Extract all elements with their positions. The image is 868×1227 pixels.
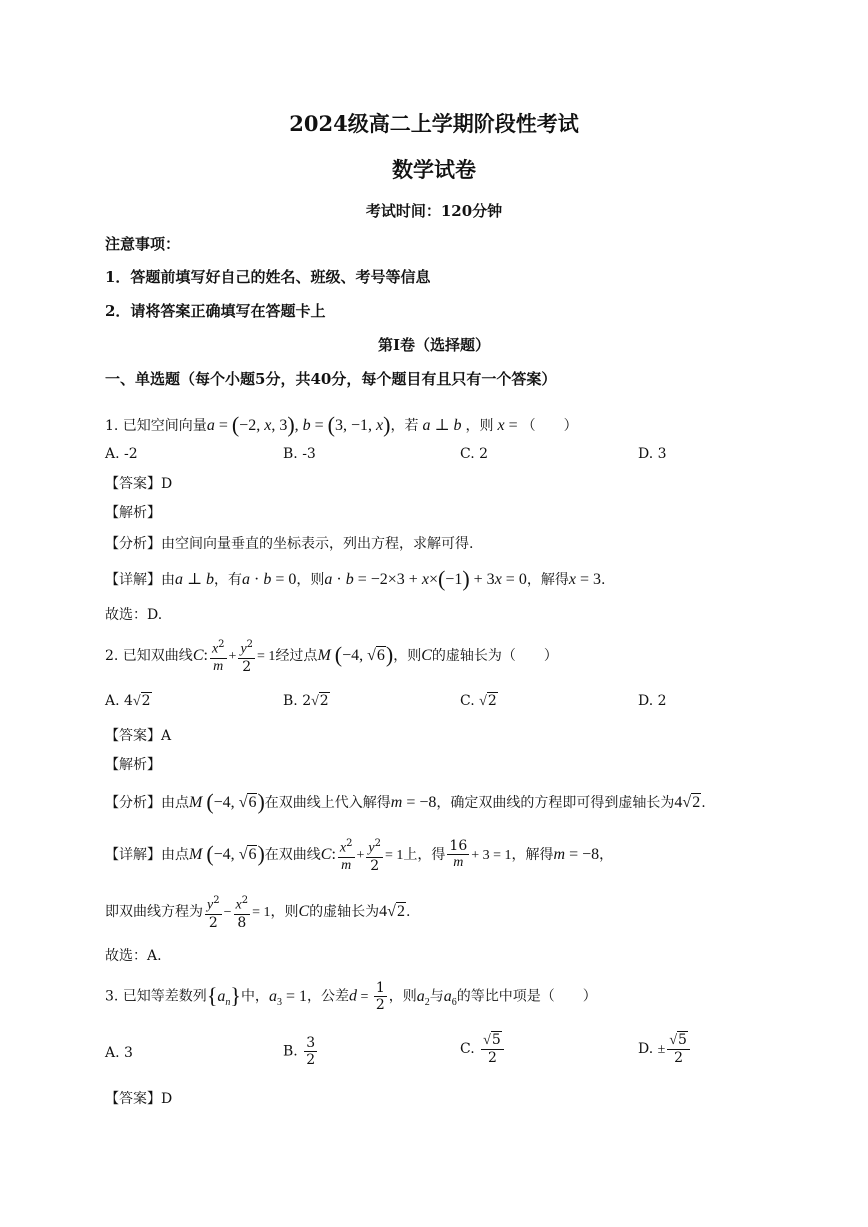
question-3-option-b: B. $\frac{3}{2}$ — [283, 1035, 316, 1068]
question-2-option-c: C. √2 — [460, 693, 497, 709]
question-3-option-d: D. ± $\frac{√5}{2}$ — [638, 1032, 692, 1066]
question-2-answer: 【答案】A — [105, 728, 172, 744]
question-3-stem: 3. 已知等差数列$\{a_n\}$中，$a_3 = 1$，公差d = $\frac{1}{2}$ ，则$a_2$与$a_6$的等比中项是（ ） — [105, 980, 597, 1013]
question-2-option-d: D. 2 — [638, 693, 667, 709]
question-1-answer: 【答案】D — [105, 476, 173, 492]
question-1-analysis: 【解析】 — [105, 505, 161, 521]
question-3-option-c: C. $\frac{√5}{2}$ — [460, 1032, 506, 1066]
question-2-conclusion: 故选：A. — [105, 948, 162, 964]
question-2-equation: 即双曲线方程为 $\frac{y^2}{2}$ − $\frac{x^2}{8}$ = 1，则C的虚轴长为4√2. — [105, 895, 411, 931]
question-3-option-a: A. 3 — [105, 1045, 133, 1061]
question-3-answer: 【答案】D — [105, 1091, 173, 1107]
exam-subject: 数学试卷 — [392, 157, 476, 182]
question-2-fenxi: 【分析】由点M (−4, √6)在双曲线上代入解得m = −8，确定双曲线的方程即可得到虚轴长为4√2. — [105, 789, 706, 814]
note-item-1: 1．答题前填写好自己的姓名、班级、考号等信息 — [105, 268, 431, 286]
question-2-detail: 【详解】由点M (−4, √6)在双曲线C: $\frac{x^2}{m}$ + $\frac{y^2}{2}$ = 1上，得 $\frac{16}{m}$ + 3 = 1，解得m = −8， — [105, 838, 614, 874]
question-1-option-a: A. -2 — [105, 446, 138, 462]
question-1-stem: 1. 已知空间向量a = (−2, x, 3), b = (3, −1, x)，若 a ⊥ b ，则 x = （ ） — [105, 412, 578, 437]
section-title: 一、单选题（每个小题5分，共40分，每个题目有且只有一个答案） — [105, 370, 557, 388]
question-2-stem: 2. 已知双曲线C: $\frac{x^2}{m}$ + $\frac{y^2}{2}$ = 1经过点M (−4, √6)，则C的虚轴长为（ ） — [105, 639, 558, 675]
question-2-analysis: 【解析】 — [105, 757, 161, 773]
exam-title: 2024级高二上学期阶段性考试 — [289, 111, 579, 136]
question-2-option-b: B. 2√2 — [283, 693, 329, 709]
exam-time: 考试时间：120分钟 — [365, 202, 503, 220]
note-item-2: 2．请将答案正确填写在答题卡上 — [105, 302, 326, 320]
question-1-option-b: B. -3 — [283, 446, 316, 462]
question-1-option-d: D. 3 — [638, 446, 667, 462]
question-1-option-c: C. 2 — [460, 446, 489, 462]
question-1-detail: 【详解】由a ⊥ b，有a · b = 0，则a · b = −2×3 + x×(−1) + 3x = 0，解得x = 3. — [105, 566, 606, 591]
question-1-fenxi: 【分析】由空间向量垂直的坐标表示，列出方程，求解可得. — [105, 536, 474, 552]
question-1-conclusion: 故选：D. — [105, 607, 163, 623]
notes-heading: 注意事项： — [105, 235, 181, 253]
part-title: 第Ⅰ卷（选择题） — [377, 336, 491, 354]
question-2-option-a: A. 4√2 — [105, 693, 151, 709]
